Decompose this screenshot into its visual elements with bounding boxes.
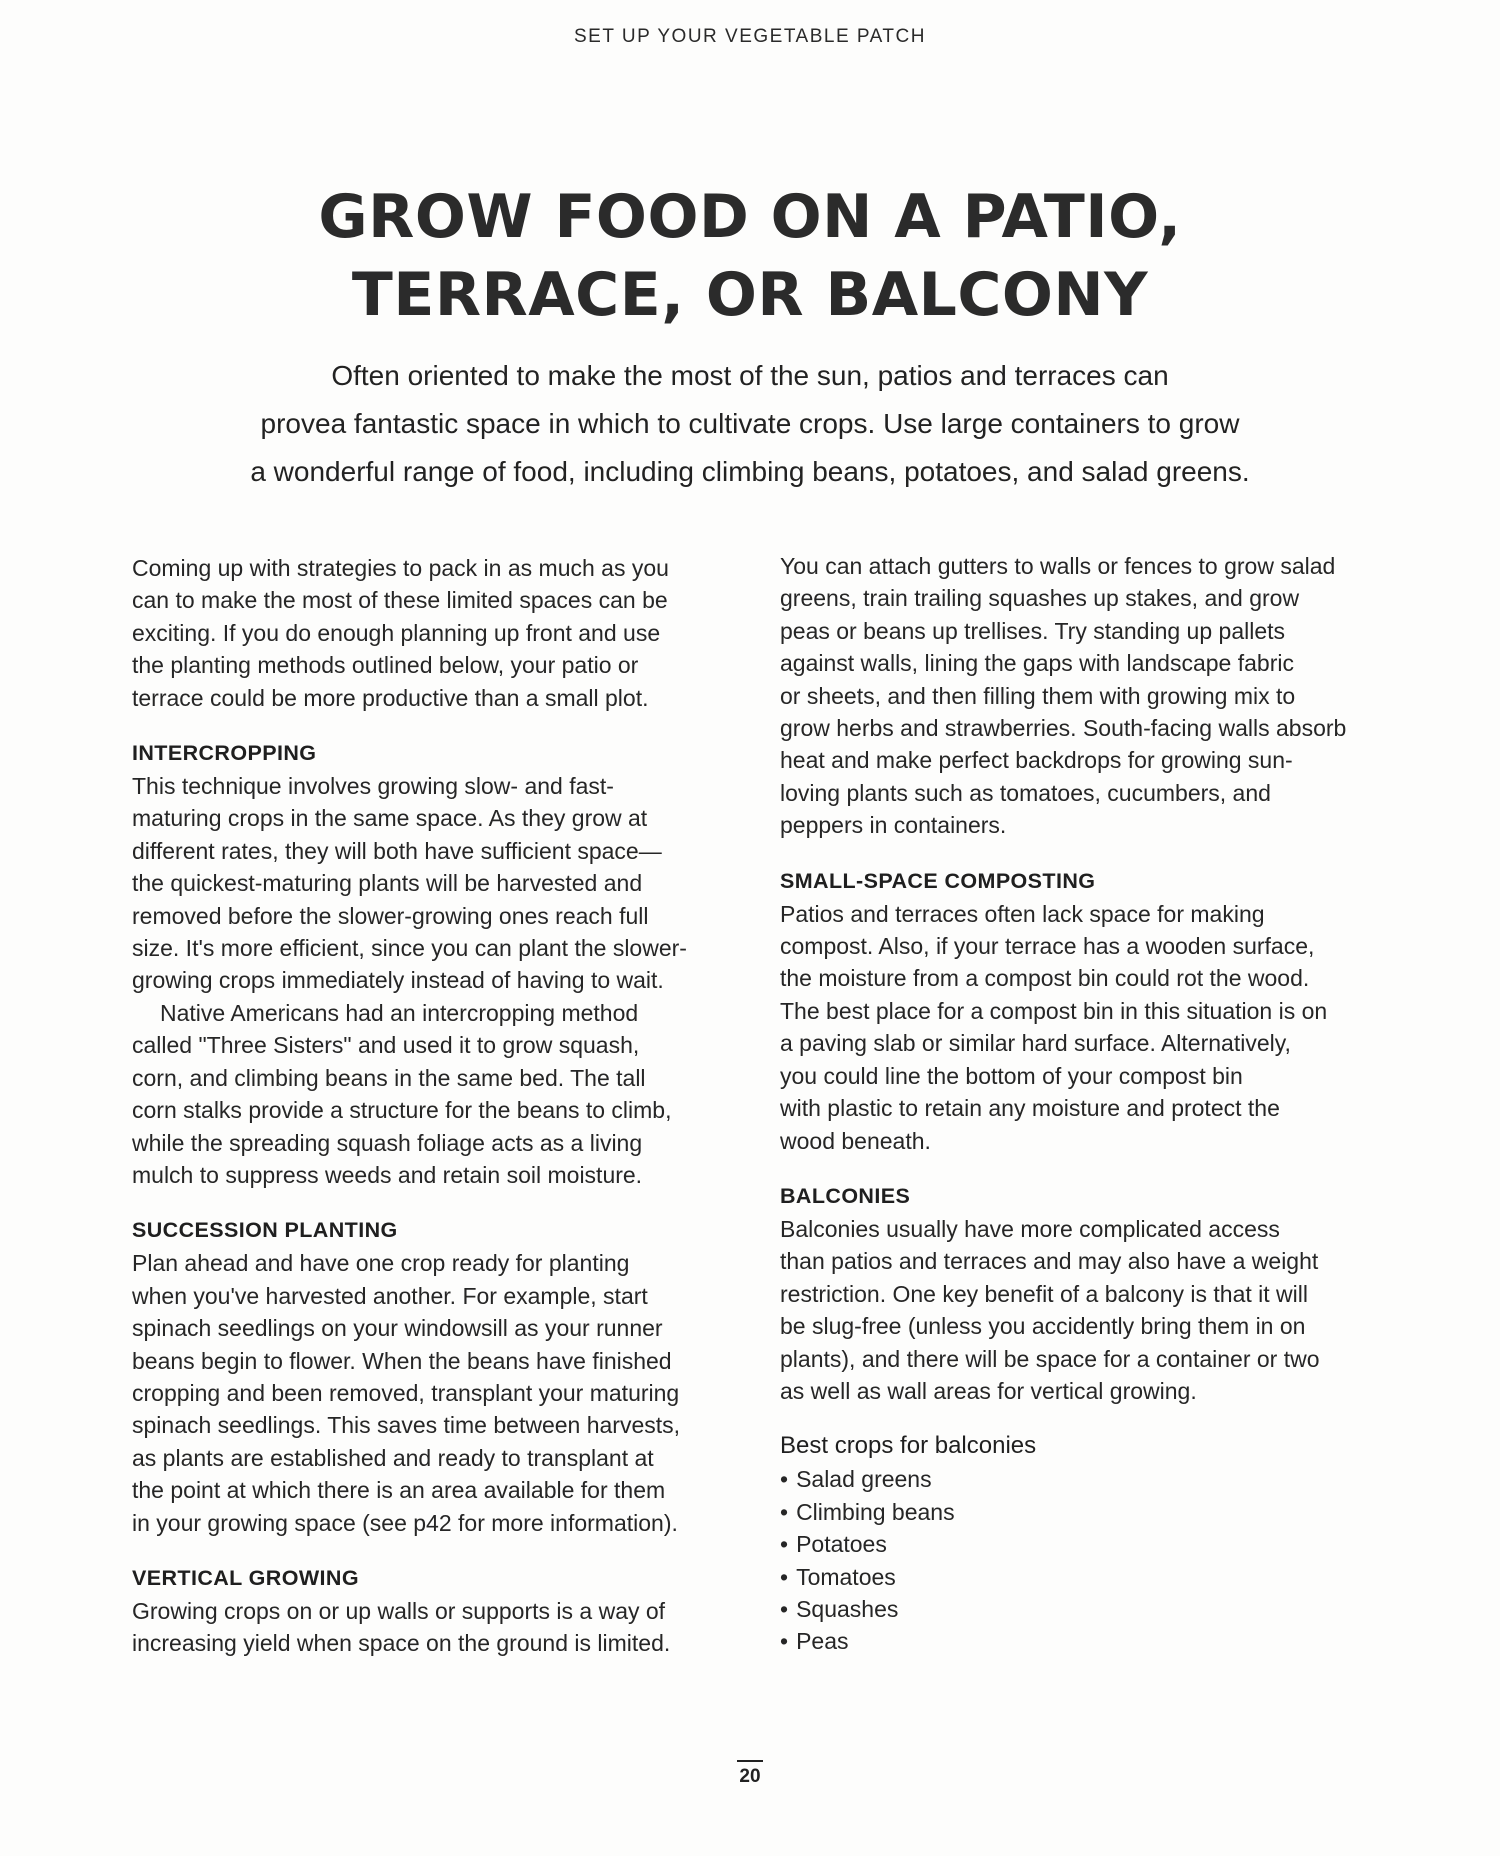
crop-name: Climbing beans	[796, 1498, 955, 1525]
text-line: than patios and terraces and may also have a weight	[780, 1248, 1319, 1275]
page-title	[0, 178, 1500, 334]
text-line: the planting methods outlined below, your patio or	[132, 652, 639, 679]
text-line: be slug-free (unless you accidently bring them in on	[780, 1313, 1306, 1340]
text-line: heat and make perfect backdrops for growing sun-	[780, 747, 1293, 774]
list-item	[780, 1496, 1400, 1528]
text-line: can to make the most of these limited spaces can be	[132, 587, 668, 614]
text-line: growing crops immediately instead of having to wait.	[132, 967, 664, 994]
text-line: as well as wall areas for vertical growing.	[780, 1377, 1197, 1404]
text-line: This technique involves growing slow- and fast-	[132, 773, 614, 800]
text-line: called "Three Sisters" and used it to grow squash,	[132, 1032, 640, 1059]
text-line: peas or beans up trellises. Try standing up pallets	[780, 617, 1286, 644]
balconies-paragraph	[780, 1213, 1400, 1407]
list-item	[780, 1561, 1400, 1593]
text-line: with plastic to retain any moisture and protect the	[780, 1095, 1280, 1122]
text-line: Patios and terraces often lack space for making	[780, 900, 1265, 927]
text-line: you could line the bottom of your compost bin	[780, 1062, 1243, 1089]
text-line: grow herbs and strawberries. South-facing walls absorb	[780, 715, 1347, 742]
balconies-heading: BALCONIES	[780, 1183, 911, 1208]
text-line: You can attach gutters to walls or fences to grow salad	[780, 553, 1336, 579]
vertical-growing-continued	[780, 550, 1400, 842]
text-line: corn, and climbing beans in the same bed. The tall	[132, 1064, 646, 1091]
intercropping-heading: INTERCROPPING	[132, 741, 317, 766]
bullet-icon: •	[780, 1531, 789, 1558]
composting-paragraph	[780, 898, 1400, 1157]
list-item	[780, 1593, 1400, 1625]
text-line: restriction. One key benefit of a balcony is that it will	[780, 1280, 1308, 1307]
text-line: compost. Also, if your terrace has a wooden surface,	[780, 933, 1315, 960]
text-line: exciting. If you do enough planning up front and use	[132, 619, 661, 646]
text-line: cropping and been removed, transplant your maturing	[132, 1379, 680, 1406]
text-line: as plants are established and ready to transplant at	[132, 1444, 654, 1471]
best-crops-title: Best crops for balconies	[780, 1432, 1037, 1460]
text-line: in your growing space (see p42 for more information).	[132, 1509, 678, 1536]
right-column	[780, 550, 1400, 1658]
text-line: plants), and there will be space for a container or two	[780, 1345, 1320, 1372]
text-line: Coming up with strategies to pack in as much as you	[132, 555, 669, 581]
bullet-icon: •	[780, 1563, 789, 1590]
succession-paragraph	[132, 1247, 752, 1539]
text-line: a paving slab or similar hard surface. Alternatively,	[780, 1030, 1291, 1057]
text-line: Growing crops on or up walls or supports is a way of	[132, 1597, 666, 1624]
text-line: removed before the slower-growing ones reach full	[132, 902, 649, 929]
crop-name: Peas	[796, 1628, 849, 1655]
best-crops-list	[780, 1463, 1400, 1657]
bullet-icon: •	[780, 1498, 789, 1525]
text-line: when you've harvested another. For example, start	[132, 1282, 648, 1309]
text-line: the moisture from a compost bin could rot the wood.	[780, 965, 1310, 992]
text-line: increasing yield when space on the ground is limited.	[132, 1630, 671, 1657]
text-line: the point at which there is an area available for them	[132, 1477, 666, 1504]
text-line: wood beneath.	[780, 1127, 931, 1154]
page-number: 20	[739, 1766, 761, 1787]
list-item	[780, 1528, 1400, 1560]
intro-line: provea fantastic space in which to cultivate crops. Use large containers to grow	[260, 408, 1240, 439]
succession-heading: SUCCESSION PLANTING	[132, 1218, 398, 1243]
text-line: The best place for a compost bin in this situation is on	[780, 997, 1328, 1024]
list-item	[780, 1625, 1400, 1657]
vertical-growing-paragraph	[132, 1595, 752, 1660]
composting-heading: SMALL-SPACE COMPOSTING	[780, 868, 1096, 893]
intro-line: Often oriented to make the most of the sun, patios and terraces can	[331, 360, 1169, 391]
crop-name: Tomatoes	[796, 1563, 896, 1590]
text-line: spinach seedlings. This saves time between harvests,	[132, 1412, 681, 1439]
text-line: spinach seedlings on your windowsill as your runner	[132, 1315, 663, 1342]
list-item	[780, 1463, 1400, 1495]
folio-rule	[737, 1760, 763, 1762]
text-line: against walls, lining the gaps with landscape fabric	[780, 650, 1294, 677]
text-line: size. It's more efficient, since you can plant the slower-	[132, 935, 687, 962]
text-line: Balconies usually have more complicated access	[780, 1215, 1280, 1242]
text-line: greens, train trailing squashes up stakes, and grow	[780, 585, 1300, 612]
title-line: GROW FOOD ON A PATIO,	[318, 182, 1182, 252]
text-line: while the spreading squash foliage acts as a living	[132, 1129, 643, 1156]
text-line: the quickest-maturing plants will be harvested and	[132, 870, 643, 897]
intro-paragraph	[200, 352, 1300, 496]
title-line: TERRACE, OR BALCONY	[351, 260, 1149, 330]
text-line: Native Americans had an intercropping method	[160, 999, 639, 1026]
bullet-icon: •	[780, 1595, 789, 1622]
text-line: mulch to suppress weeds and retain soil moisture.	[132, 1161, 643, 1188]
text-line: or sheets, and then filling them with growing mix to	[780, 682, 1296, 709]
text-line: corn stalks provide a structure for the beans to climb,	[132, 1097, 672, 1124]
text-line: loving plants such as tomatoes, cucumbers, and	[780, 779, 1271, 806]
bullet-icon: •	[780, 1466, 789, 1493]
text-line: different rates, they will both have sufficient space—	[132, 837, 662, 864]
bullet-icon: •	[780, 1628, 789, 1655]
running-head: SET UP YOUR VEGETABLE PATCH	[574, 26, 926, 47]
crop-name: Salad greens	[796, 1466, 932, 1493]
intercropping-paragraph	[132, 770, 752, 997]
text-line: peppers in containers.	[780, 812, 1007, 839]
crop-name: Squashes	[796, 1595, 899, 1622]
opening-paragraph	[132, 552, 752, 714]
text-line: maturing crops in the same space. As they grow at	[132, 805, 648, 832]
page-folio	[0, 1760, 1500, 1788]
text-line: Plan ahead and have one crop ready for planting	[132, 1250, 630, 1277]
text-line: beans begin to flower. When the beans have finished	[132, 1347, 672, 1374]
three-sisters-paragraph	[132, 997, 752, 1191]
text-line: terrace could be more productive than a small plot.	[132, 684, 649, 711]
left-column	[132, 552, 752, 1660]
crop-name: Potatoes	[796, 1531, 887, 1558]
intro-line: a wonderful range of food, including climbing beans, potatoes, and salad greens.	[250, 456, 1250, 487]
vertical-growing-heading: VERTICAL GROWING	[132, 1565, 359, 1590]
